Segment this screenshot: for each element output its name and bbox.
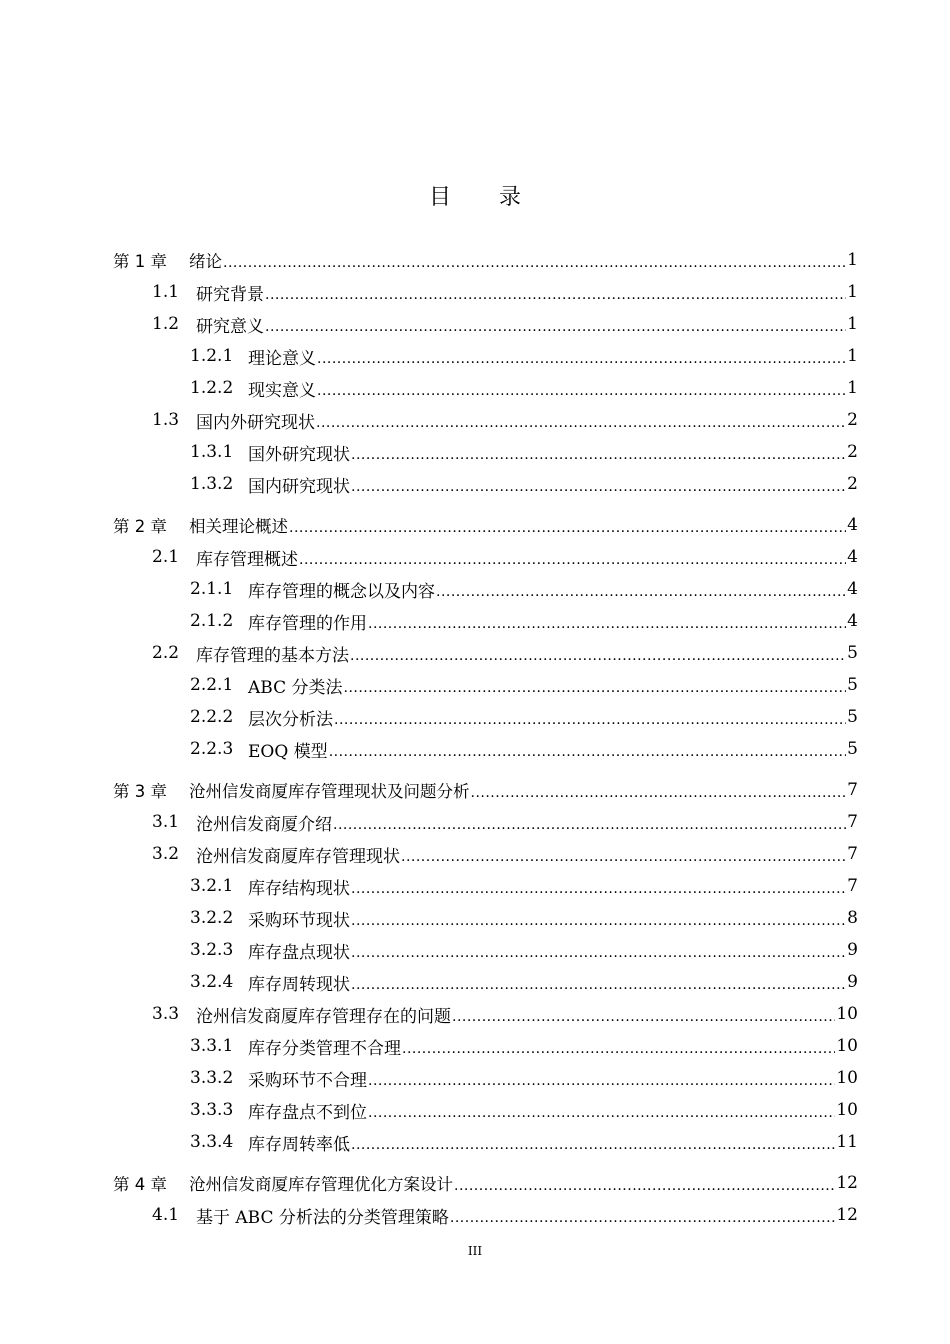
entry-number: 3.3.2 bbox=[190, 1068, 234, 1088]
entry-page: 9 bbox=[847, 940, 858, 960]
entry-title: 沧州信发商厦库存管理现状及问题分析 bbox=[189, 782, 470, 801]
toc-subsection[interactable] bbox=[190, 870, 858, 902]
toc-section[interactable] bbox=[152, 541, 858, 573]
page-number: III bbox=[467, 1244, 483, 1258]
leader-dots bbox=[334, 712, 846, 728]
toc-section[interactable] bbox=[152, 404, 858, 436]
entry-title: 基于 ABC 分析法的分类管理策略 bbox=[196, 1207, 449, 1228]
entry-page: 7 bbox=[847, 812, 858, 832]
toc-section[interactable] bbox=[152, 637, 858, 669]
entry-title: 国外研究现状 bbox=[248, 444, 350, 465]
toc-subsection[interactable] bbox=[190, 701, 858, 733]
entry-page: 1 bbox=[847, 250, 858, 270]
entry-number: 第 3 章 bbox=[113, 782, 167, 801]
toc-subsection[interactable] bbox=[190, 902, 858, 934]
entry-number: 1.3 bbox=[152, 410, 180, 430]
leader-dots bbox=[351, 881, 846, 897]
leader-dots bbox=[265, 319, 846, 335]
entry-page: 12 bbox=[836, 1173, 858, 1193]
entry-title: 现实意义 bbox=[248, 380, 316, 401]
leader-dots bbox=[317, 383, 846, 399]
entry-title: 库存管理概述 bbox=[196, 549, 298, 570]
entry-page: 1 bbox=[847, 346, 858, 366]
entry-number: 2.1.1 bbox=[190, 579, 234, 599]
leader-dots bbox=[471, 785, 847, 801]
entry-title: 库存管理的作用 bbox=[248, 613, 367, 634]
entry-page: 12 bbox=[836, 1205, 858, 1225]
leader-dots bbox=[329, 744, 846, 760]
entry-page: 5 bbox=[847, 675, 858, 695]
leader-dots bbox=[452, 1009, 835, 1025]
toc-subsection[interactable] bbox=[190, 340, 858, 372]
entry-title: 国内外研究现状 bbox=[196, 412, 315, 433]
entry-number: 1.1 bbox=[152, 282, 180, 302]
entry-title: 库存周转现状 bbox=[248, 974, 350, 995]
entry-page: 7 bbox=[847, 876, 858, 896]
leader-dots bbox=[368, 1073, 835, 1089]
entry-page: 1 bbox=[847, 378, 858, 398]
entry-page: 4 bbox=[847, 515, 858, 535]
leader-dots bbox=[351, 479, 846, 495]
entry-number: 1.3.2 bbox=[190, 474, 234, 494]
toc-chapter-3[interactable] bbox=[113, 774, 858, 806]
entry-page: 1 bbox=[847, 314, 858, 334]
entry-page: 2 bbox=[847, 474, 858, 494]
entry-title: ABC 分类法 bbox=[248, 677, 343, 698]
leader-dots bbox=[351, 913, 846, 929]
leader-dots bbox=[368, 1105, 835, 1121]
entry-number: 2.1 bbox=[152, 547, 180, 567]
entry-number: 3.3.4 bbox=[190, 1132, 234, 1152]
entry-title: 采购环节不合理 bbox=[248, 1070, 367, 1091]
toc-subsection[interactable] bbox=[190, 934, 858, 966]
entry-page: 5 bbox=[847, 739, 858, 759]
entry-number: 1.2.1 bbox=[190, 346, 234, 366]
toc-chapter-4[interactable] bbox=[113, 1167, 858, 1199]
entry-page: 10 bbox=[836, 1068, 858, 1088]
toc-subsection[interactable] bbox=[190, 1030, 858, 1062]
entry-title: 相关理论概述 bbox=[189, 517, 288, 536]
entry-title: 理论意义 bbox=[248, 348, 316, 369]
toc-section[interactable] bbox=[152, 308, 858, 340]
leader-dots bbox=[223, 255, 846, 271]
entry-title: 沧州信发商厦库存管理现状 bbox=[196, 846, 400, 867]
toc-chapter-1[interactable] bbox=[113, 244, 858, 276]
entry-title: 库存结构现状 bbox=[248, 878, 350, 899]
toc-section[interactable] bbox=[152, 806, 858, 838]
leader-dots bbox=[454, 1178, 835, 1194]
entry-page: 5 bbox=[847, 707, 858, 727]
entry-title: 沧州信发商厦介绍 bbox=[196, 814, 332, 835]
leader-dots bbox=[450, 1210, 835, 1226]
entry-page: 4 bbox=[847, 579, 858, 599]
leader-dots bbox=[402, 1041, 835, 1057]
entry-number: 3.1 bbox=[152, 812, 180, 832]
toc-section[interactable] bbox=[152, 1199, 858, 1231]
leader-dots bbox=[317, 351, 846, 367]
toc-subsection[interactable] bbox=[190, 372, 858, 404]
entry-title: 库存盘点现状 bbox=[248, 942, 350, 963]
entry-number: 1.3.1 bbox=[190, 442, 234, 462]
leader-dots bbox=[265, 287, 846, 303]
entry-page: 10 bbox=[836, 1100, 858, 1120]
entry-number: 3.2 bbox=[152, 844, 180, 864]
entry-title: 库存管理的基本方法 bbox=[196, 645, 349, 666]
entry-number: 3.3 bbox=[152, 1004, 180, 1024]
toc-subsection[interactable] bbox=[190, 573, 858, 605]
entry-number: 3.2.4 bbox=[190, 972, 234, 992]
leader-dots bbox=[351, 945, 846, 961]
entry-title: 国内研究现状 bbox=[248, 476, 350, 497]
leader-dots bbox=[350, 648, 846, 664]
toc-subsection[interactable] bbox=[190, 733, 858, 765]
leader-dots bbox=[368, 616, 846, 632]
leader-dots bbox=[351, 977, 846, 993]
entry-number: 3.2.3 bbox=[190, 940, 234, 960]
leader-dots bbox=[333, 817, 846, 833]
toc-subsection[interactable] bbox=[190, 436, 858, 468]
leader-dots bbox=[401, 849, 846, 865]
entry-title: 绪论 bbox=[189, 252, 222, 271]
entry-title: 库存分类管理不合理 bbox=[248, 1038, 401, 1059]
entry-title: 库存管理的概念以及内容 bbox=[248, 581, 435, 602]
entry-title: 库存周转率低 bbox=[248, 1134, 350, 1155]
entry-page: 10 bbox=[836, 1036, 858, 1056]
toc-title-char-2: 录 bbox=[499, 185, 522, 210]
leader-dots bbox=[351, 447, 846, 463]
entry-number: 4.1 bbox=[152, 1205, 180, 1225]
toc-subsection[interactable] bbox=[190, 605, 858, 637]
toc-subsection[interactable] bbox=[190, 669, 858, 701]
entry-title: 研究意义 bbox=[196, 316, 264, 337]
toc-chapter-2[interactable] bbox=[113, 509, 858, 541]
entry-number: 2.2.2 bbox=[190, 707, 234, 727]
entry-number: 3.3.1 bbox=[190, 1036, 234, 1056]
entry-title: 库存盘点不到位 bbox=[248, 1102, 367, 1123]
entry-number: 2.2.3 bbox=[190, 739, 234, 759]
entry-number: 3.2.2 bbox=[190, 908, 234, 928]
entry-title: 研究背景 bbox=[196, 284, 264, 305]
entry-title: 采购环节现状 bbox=[248, 910, 350, 931]
entry-page: 1 bbox=[847, 282, 858, 302]
toc-title bbox=[0, 180, 950, 211]
entry-title: 沧州信发商厦库存管理优化方案设计 bbox=[189, 1175, 453, 1194]
entry-number: 2.2 bbox=[152, 643, 180, 663]
entry-page: 2 bbox=[847, 442, 858, 462]
toc-section[interactable] bbox=[152, 838, 858, 870]
entry-page: 7 bbox=[847, 780, 858, 800]
toc-title-char-1: 目 bbox=[428, 185, 451, 210]
leader-dots bbox=[299, 552, 846, 568]
entry-page: 2 bbox=[847, 410, 858, 430]
entry-page: 7 bbox=[847, 844, 858, 864]
entry-page: 11 bbox=[836, 1132, 858, 1152]
toc-subsection[interactable] bbox=[190, 1062, 858, 1094]
leader-dots bbox=[316, 415, 846, 431]
leader-dots bbox=[344, 680, 847, 696]
leader-dots bbox=[351, 1137, 835, 1153]
entry-number: 3.2.1 bbox=[190, 876, 234, 896]
toc-subsection[interactable] bbox=[190, 966, 858, 998]
entry-title: EOQ 模型 bbox=[248, 741, 328, 762]
toc-section[interactable] bbox=[152, 276, 858, 308]
toc-subsection[interactable] bbox=[190, 1126, 858, 1158]
entry-page: 5 bbox=[847, 643, 858, 663]
entry-title: 沧州信发商厦库存管理存在的问题 bbox=[196, 1006, 451, 1027]
entry-number: 第 4 章 bbox=[113, 1175, 167, 1194]
entry-page: 8 bbox=[847, 908, 858, 928]
entry-number: 2.1.2 bbox=[190, 611, 234, 631]
entry-page: 4 bbox=[847, 611, 858, 631]
toc-subsection[interactable] bbox=[190, 1094, 858, 1126]
entry-page: 10 bbox=[836, 1004, 858, 1024]
entry-number: 1.2 bbox=[152, 314, 180, 334]
entry-title: 层次分析法 bbox=[248, 709, 333, 730]
leader-dots bbox=[289, 520, 846, 536]
leader-dots bbox=[436, 584, 846, 600]
toc-section[interactable] bbox=[152, 998, 858, 1030]
entry-page: 9 bbox=[847, 972, 858, 992]
entry-page: 4 bbox=[847, 547, 858, 567]
entry-number: 3.3.3 bbox=[190, 1100, 234, 1120]
toc-subsection[interactable] bbox=[190, 468, 858, 500]
entry-number: 1.2.2 bbox=[190, 378, 234, 398]
entry-number: 第 2 章 bbox=[113, 517, 167, 536]
entry-number: 2.2.1 bbox=[190, 675, 234, 695]
entry-number: 第 1 章 bbox=[113, 252, 167, 271]
